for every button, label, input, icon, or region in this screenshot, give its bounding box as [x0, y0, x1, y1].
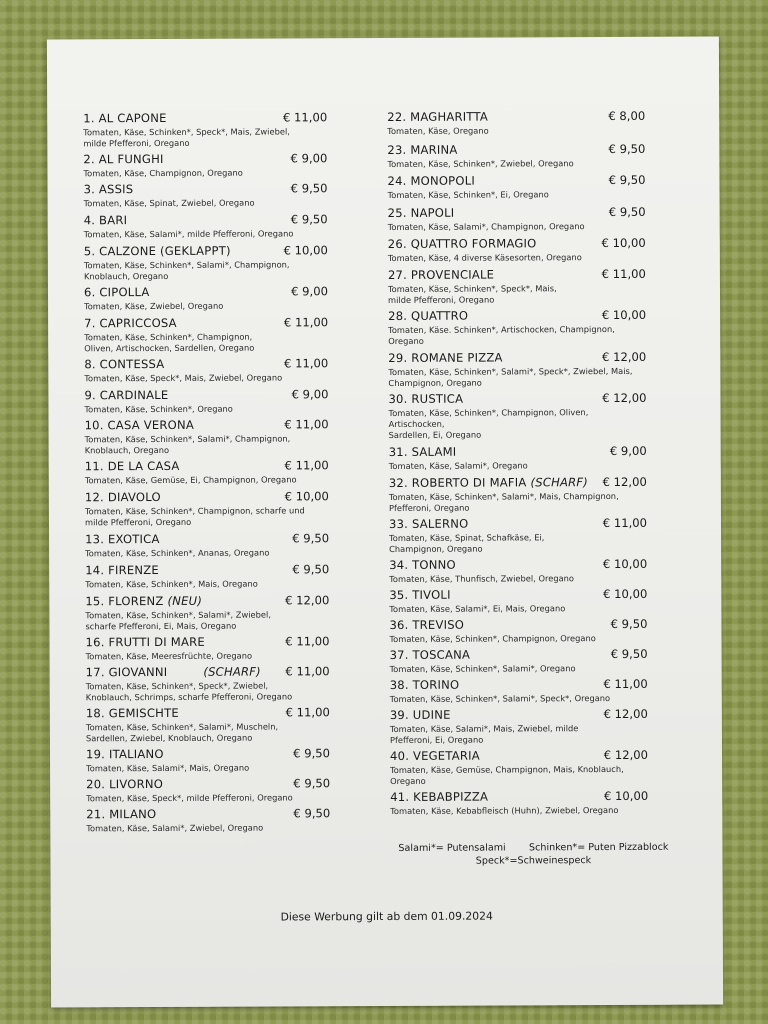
pizza-name	[84, 213, 128, 227]
menu-item	[86, 664, 330, 703]
pizza-ingredients: Tomaten, Käse, Schinken*, Zwiebel, Oregano	[387, 158, 574, 169]
pizza-name-text: 16. FRUTTI DI MARE	[85, 634, 205, 650]
pizza-ingredients: Tomaten, Käse, Spinat, Zwiebel, Oregano	[83, 197, 255, 209]
pizza-ingredients: Tomaten, Käse, Kebabfleisch (Huhn), Zwiebel, Oregano	[390, 804, 619, 816]
pizza-price: € 9,00	[291, 387, 329, 402]
pizza-name	[389, 588, 450, 602]
pizza-name-text: 15. FLORENZ	[85, 593, 164, 609]
pizza-name	[388, 268, 494, 282]
menu-item-header	[85, 593, 329, 608]
pizza-ingredients: Tomaten, Käse, Schinken*, Salami*, Champignon, Knoblauch, Oregano	[84, 433, 291, 456]
menu-item	[86, 776, 330, 804]
menu-item	[85, 489, 329, 528]
pizza-name	[84, 357, 164, 371]
pizza-name-text: 13. EXOTICA	[85, 531, 160, 547]
menu-item-header	[388, 391, 646, 406]
menu-item	[390, 647, 648, 675]
pizza-name	[85, 459, 180, 473]
pizza-price: € 11,00	[603, 676, 648, 692]
menu-item-header	[86, 705, 330, 720]
pizza-ingredients: Tomaten, Käse, Champignon, Oregano	[83, 167, 243, 179]
pizza-ingredients: Tomaten, Käse, Gemüse, Ei, Champignon, Oregano	[84, 474, 297, 486]
pizza-price: € 10,00	[601, 307, 647, 323]
menu-item-header	[85, 458, 329, 473]
menu-column-right	[387, 109, 648, 820]
pizza-ingredients: Tomaten, Käse, Schinken*, Salami*, Oregano	[389, 663, 576, 674]
menu-item-header	[390, 647, 648, 662]
pizza-ingredients: Tomaten, Käse, Salami*, Zwiebel, Oregano	[86, 822, 264, 834]
pizza-price: € 12,00	[602, 474, 647, 490]
pizza-name-text: 40. VEGETARIA	[389, 748, 480, 763]
pizza-name-text: 10. CASA VERONA	[84, 417, 194, 433]
pizza-name	[86, 665, 261, 680]
pizza-ingredients: Tomaten, Käse, Schinken*, Ei, Oregano	[387, 189, 549, 200]
pizza-name-text: 37. TOSCANA	[389, 647, 471, 662]
menu-item	[84, 181, 328, 209]
pizza-name	[390, 790, 488, 804]
pizza-name-text: 29. ROMANE PIZZA	[388, 350, 503, 365]
pizza-name	[389, 475, 588, 490]
pizza-price: € 10,00	[603, 586, 648, 602]
menu-item-header	[84, 387, 328, 402]
pizza-name-text: 3. ASSIS	[83, 182, 134, 197]
pizza-ingredients: Tomaten, Käse, Schinken*, Oregano	[84, 403, 233, 415]
pizza-price: € 12,00	[603, 706, 648, 722]
pizza-price: € 10,00	[283, 243, 328, 258]
pizza-ingredients: Tomaten, Käse, Schinken*, Speck*, Zwiebel, Knoblauch, Schrimps, scharfe Pfefferoni, Oregano	[85, 680, 293, 703]
menu-item-header	[387, 173, 645, 188]
pizza-price: € 11,00	[283, 315, 329, 330]
menu-item	[390, 677, 648, 705]
pizza-price: € 10,00	[602, 556, 648, 572]
menu-item	[388, 308, 646, 347]
pizza-ingredients: Tomaten, Käse, Schinken*, Champignon, scharfe und milde Pfefferoni, Oregano	[84, 505, 305, 528]
pizza-ingredients: Tomaten, Käse, Schinken*, Mais, Oregano	[85, 578, 258, 590]
menu-item	[85, 417, 329, 456]
pizza-name-text: 30. RUSTICA	[388, 391, 464, 406]
pizza-name	[85, 635, 204, 650]
menu-item-header	[86, 776, 330, 791]
pizza-price: € 9,50	[608, 204, 646, 220]
pizza-name	[387, 174, 475, 188]
pizza-ingredients: Tomaten, Käse, Salami*, Champignon, Oregano	[387, 221, 585, 232]
pizza-ingredients: Tomaten, Käse, Gemüse, Champignon, Mais, Knoblauch, Oregano	[390, 763, 624, 786]
pizza-price: € 9,50	[290, 212, 328, 227]
validity-note: Diese Werbung gilt ab dem 01.09.2024	[280, 909, 493, 924]
pizza-price: € 11,00	[284, 356, 329, 371]
pizza-ingredients: Tomaten, Käse, Oregano	[387, 125, 489, 136]
pizza-ingredients: Tomaten, Käse, Schinken*, Salami*, Speck*, Oregano	[389, 693, 611, 704]
pizza-price: € 10,00	[601, 235, 646, 251]
pizza-price: € 11,00	[602, 515, 648, 531]
menu-item	[84, 387, 328, 415]
menu-item-header	[390, 677, 648, 692]
pizza-name	[388, 236, 537, 251]
pizza-ingredients: Tomaten, Käse. Schinken*, Artischocken, Champignon, Oregano	[388, 323, 615, 346]
pizza-name	[84, 285, 150, 299]
pizza-name-text: 38. TORINO	[389, 677, 460, 692]
menu-item-header	[390, 789, 648, 804]
pizza-name-text: 11. DE LA CASA	[84, 458, 180, 474]
pizza-name	[83, 111, 166, 125]
pizza-name-text: 41. KEBABPIZZA	[390, 789, 489, 804]
pizza-name-text: 27. PROVENCIALE	[387, 267, 495, 282]
pizza-name	[86, 807, 156, 821]
pizza-price: € 9,50	[608, 141, 646, 157]
menu-item-header	[390, 748, 648, 763]
pizza-price: € 9,50	[292, 562, 330, 577]
menu-item	[389, 444, 647, 472]
pizza-name	[85, 563, 159, 577]
menu-item-header	[84, 181, 328, 196]
pizza-price: € 11,00	[285, 705, 330, 720]
pizza-ingredients: Tomaten, Käse, Schinken*, Champignon, Oregano	[389, 633, 596, 644]
menu-item	[389, 557, 647, 585]
menu-item	[84, 212, 328, 240]
menu-item-header	[389, 587, 647, 602]
pizza-ingredients: Tomaten, Käse, Salami*, Mais, Zwiebel, milde Pfefferoni, Ei, Oregano	[389, 723, 579, 745]
pizza-ingredients: Tomaten, Käse, Schinken*, Speck*, Mais, Zwiebel, milde Pfefferoni, Oregano	[83, 126, 290, 149]
menu-item	[85, 531, 329, 559]
menu-item-header	[387, 109, 645, 124]
pizza-name	[388, 350, 502, 364]
menu-item	[388, 236, 646, 264]
pizza-ingredients: Tomaten, Käse, Schinken*, Speck*, Mais, milde Pfefferoni, Oregano	[387, 283, 557, 305]
pizza-ingredients: Tomaten, Käse, Schinken*, Champignon, Oliven, Artischocken, Sardellen, Ei, Oregano	[388, 407, 589, 440]
pizza-price: € 12,00	[285, 593, 330, 608]
pizza-name	[390, 708, 451, 722]
pizza-name-text: 5. CALZONE (GEKLAPPT)	[83, 243, 231, 259]
pizza-name	[84, 388, 168, 402]
pizza-name-text: 14. FIRENZE	[85, 562, 159, 578]
menu-item-header	[388, 267, 646, 282]
pizza-ingredients: Tomaten, Käse, Speck*, milde Pfefferoni, Oregano	[86, 792, 293, 804]
pizza-name	[389, 445, 457, 459]
pizza-name-text: 26. QUATTRO FORMAGIO	[387, 236, 537, 251]
menu-item	[389, 617, 647, 645]
menu-item	[84, 243, 328, 282]
menu-item	[85, 562, 329, 590]
pizza-ingredients: Tomaten, Käse, Schinken*, Ananas, Oregano	[85, 547, 270, 559]
pizza-price: € 9,00	[609, 443, 647, 459]
menu-item-header	[389, 475, 647, 490]
pizza-name	[85, 532, 160, 546]
pizza-price: € 11,00	[285, 664, 330, 679]
pizza-ingredients: Tomaten, Käse, Schinken*, Salami*, Champignon, Knoblauch, Oregano	[83, 259, 290, 282]
pizza-price: € 10,00	[603, 788, 649, 804]
menu-column-left	[83, 110, 330, 837]
pizza-ingredients: Tomaten, Käse, Salami*, Oregano	[388, 460, 528, 471]
menu-item-header	[85, 562, 329, 577]
pizza-name	[85, 418, 194, 432]
pizza-name	[390, 678, 460, 692]
pizza-name-text: 34. TONNO	[389, 557, 456, 572]
menu-item	[86, 746, 330, 774]
pizza-price: € 8,00	[608, 108, 646, 124]
pizza-name	[389, 517, 469, 531]
pizza-name-text: 17. GIOVANNI	[85, 664, 168, 680]
pizza-name	[387, 143, 457, 157]
pizza-price: € 9,50	[610, 646, 648, 662]
menu-item	[390, 748, 648, 787]
pizza-name-text: 31. SALAMI	[388, 444, 457, 459]
menu-sheet	[47, 37, 723, 1008]
menu-item	[390, 707, 648, 746]
pizza-price: € 11,00	[282, 110, 328, 125]
pizza-ingredients: Tomaten, Käse, Meeresfrüchte, Oregano	[85, 650, 253, 662]
pizza-name-text: 8. CONTESSA	[84, 356, 165, 372]
pizza-ingredients: Tomaten, Käse, Schinken*, Salami*, Zwiebel, scharfe Pfefferoni, Ei, Mais, Oregano	[85, 609, 271, 632]
pizza-name	[389, 618, 464, 632]
pizza-tag: (SCHARF)	[203, 664, 261, 679]
pizza-ingredients: Tomaten, Käse, Schinken*, Salami*, Speck*, Zwiebel, Mais, Champignon, Oregano	[388, 365, 633, 388]
pizza-name-text: 20. LIVORNO	[86, 776, 164, 792]
menu-item	[388, 391, 646, 441]
pizza-ingredients: Tomaten, Käse, Schinken*, Champignon, Oliven, Artischocken, Sardellen, Oregano	[84, 331, 255, 354]
pizza-name-text: 25. NAPOLI	[387, 205, 455, 220]
legend-schinken: Schinken*= Puten Pizzablock	[528, 841, 669, 854]
menu-item-header	[84, 284, 328, 299]
pizza-price: € 11,00	[285, 634, 330, 649]
menu-item-header	[389, 444, 647, 459]
pizza-name	[390, 749, 480, 763]
pizza-price: € 10,00	[284, 489, 329, 504]
pizza-price: € 9,50	[293, 746, 331, 761]
pizza-name-text: 2. AL FUNGHI	[83, 151, 164, 167]
pizza-name	[83, 152, 163, 166]
pizza-ingredients: Tomaten, Käse, Thunfisch, Zwiebel, Oregano	[389, 573, 575, 584]
pizza-price: € 9,00	[290, 151, 328, 166]
menu-item	[388, 205, 646, 233]
pizza-price: € 9,50	[290, 181, 328, 196]
pizza-name-text: 32. ROBERTO DI MAFIA	[388, 475, 527, 490]
pizza-price: € 9,50	[292, 531, 330, 546]
pizza-name-text: 23. MARINA	[387, 142, 458, 157]
pizza-price: € 12,00	[602, 390, 647, 406]
pizza-price: € 9,50	[608, 172, 646, 188]
pizza-name	[86, 747, 164, 761]
menu-item	[83, 151, 327, 179]
pizza-name-text: 4. BARI	[83, 213, 128, 228]
pizza-name	[86, 777, 163, 791]
menu-item-header	[388, 236, 646, 251]
menu-item-header	[389, 617, 647, 632]
menu-item	[388, 267, 646, 306]
pizza-name	[84, 316, 177, 330]
pizza-name-text: 21. MILANO	[86, 807, 157, 822]
menu-item-header	[84, 212, 328, 227]
pizza-name	[388, 309, 468, 323]
pizza-ingredients: Tomaten, Käse, Schinken*, Salami*, Muscheln, Sardellen, Zwiebel, Knoblauch, Oregano	[85, 721, 279, 744]
pizza-name-text: 1. AL CAPONE	[83, 110, 167, 126]
menu-item-header	[86, 746, 330, 761]
menu-item	[84, 284, 328, 312]
pizza-price: € 9,50	[610, 616, 648, 632]
pizza-ingredients: Tomaten, Käse, Spinat, Schafkäse, Ei, Champignon, Oregano	[389, 532, 545, 554]
menu-item-header	[85, 531, 329, 546]
pizza-name-text: 33. SALERNO	[388, 516, 469, 531]
pizza-name-text: 35. TIVOLI	[389, 587, 451, 602]
pizza-price: € 9,50	[293, 776, 331, 791]
menu-item-header	[86, 806, 330, 821]
pizza-name	[84, 182, 134, 196]
menu-item-header	[86, 664, 330, 679]
pizza-name-text: 28. QUATTRO	[388, 308, 469, 323]
menu-item-header	[388, 205, 646, 220]
pizza-ingredients: Tomaten, Käse, Salami*, Ei, Mais, Oregano	[389, 603, 566, 614]
pizza-name-text: 39. UDINE	[389, 707, 451, 722]
menu-item-header	[388, 308, 646, 323]
pizza-name-text: 19. ITALIANO	[85, 746, 164, 762]
menu-item	[86, 705, 330, 744]
menu-item-header	[389, 557, 647, 572]
pizza-price: € 11,00	[284, 458, 329, 473]
menu-item-header	[388, 350, 646, 365]
menu-item-header	[85, 634, 329, 649]
pizza-name	[85, 594, 202, 609]
pizza-name	[388, 206, 455, 220]
legend-salami: Salami*= Putensalami	[398, 842, 506, 854]
menu-item-header	[387, 142, 645, 157]
menu-item-header	[84, 356, 328, 371]
menu-item	[389, 475, 647, 514]
menu-item	[389, 587, 647, 615]
menu-item	[387, 109, 645, 137]
menu-item	[388, 350, 646, 389]
menu-item	[85, 458, 329, 486]
pizza-name	[390, 648, 471, 662]
pizza-price: € 9,50	[293, 806, 331, 821]
pizza-name	[388, 392, 463, 406]
pizza-ingredients: Tomaten, Käse, 4 diverse Käsesorten, Oregano	[387, 252, 582, 263]
pizza-name	[84, 244, 231, 259]
pizza-name-text: 9. CARDINALE	[84, 387, 169, 403]
menu-item-header	[389, 516, 647, 531]
ingredient-legend	[398, 841, 668, 868]
menu-item	[390, 789, 648, 817]
pizza-name-text: 18. GEMISCHTE	[85, 705, 179, 721]
legend-speck: Speck*=Schweinespeck	[475, 855, 592, 867]
menu-item-header	[390, 707, 648, 722]
pizza-name	[389, 558, 456, 572]
menu-item-header	[83, 110, 327, 125]
menu-item-header	[85, 417, 329, 432]
menu-item	[86, 806, 330, 834]
menu-item	[84, 356, 328, 384]
pizza-name	[85, 490, 161, 504]
pizza-ingredients: Tomaten, Käse, Zwiebel, Oregano	[84, 300, 224, 312]
pizza-name-text: 22. MAGHARITTA	[387, 109, 489, 124]
menu-item	[83, 110, 327, 149]
pizza-name-text: 7. CAPRICCOSA	[84, 315, 177, 331]
pizza-name-text: 12. DIAVOLO	[84, 489, 161, 505]
pizza-price: € 11,00	[284, 417, 329, 432]
menu-item	[85, 634, 329, 662]
pizza-price: € 9,00	[291, 284, 329, 299]
pizza-price: € 11,00	[601, 266, 646, 282]
pizza-ingredients: Tomaten, Käse, Salami*, Mais, Oregano	[86, 762, 250, 774]
menu-item	[389, 516, 647, 555]
pizza-ingredients: Tomaten, Käse, Salami*, milde Pfefferoni, Oregano	[83, 228, 294, 240]
pizza-tag: (SCHARF)	[530, 475, 589, 490]
pizza-ingredients: Tomaten, Käse, Schinken*, Salami*, Mais, Champignon, Pfefferoni, Oregano	[388, 490, 619, 513]
menu-item-header	[83, 151, 327, 166]
pizza-name-text: 36. TREVISO	[389, 617, 465, 632]
pizza-name	[387, 110, 488, 124]
menu-item	[387, 142, 645, 170]
pizza-price: € 12,00	[601, 349, 647, 365]
menu-item-header	[84, 243, 328, 258]
pizza-ingredients: Tomaten, Käse, Speck*, Mais, Zwiebel, Oregano	[84, 372, 283, 384]
pizza-tag: (NEU)	[167, 593, 203, 608]
menu-item	[387, 173, 645, 201]
menu-item-header	[85, 489, 329, 504]
pizza-price: € 12,00	[603, 747, 649, 763]
menu-item-header	[84, 315, 328, 330]
pizza-name-text: 6. CIPOLLA	[83, 285, 150, 300]
pizza-name	[86, 706, 179, 720]
pizza-name-text: 24. MONOPOLI	[387, 173, 475, 188]
menu-item	[85, 593, 329, 632]
menu-item	[84, 315, 328, 354]
